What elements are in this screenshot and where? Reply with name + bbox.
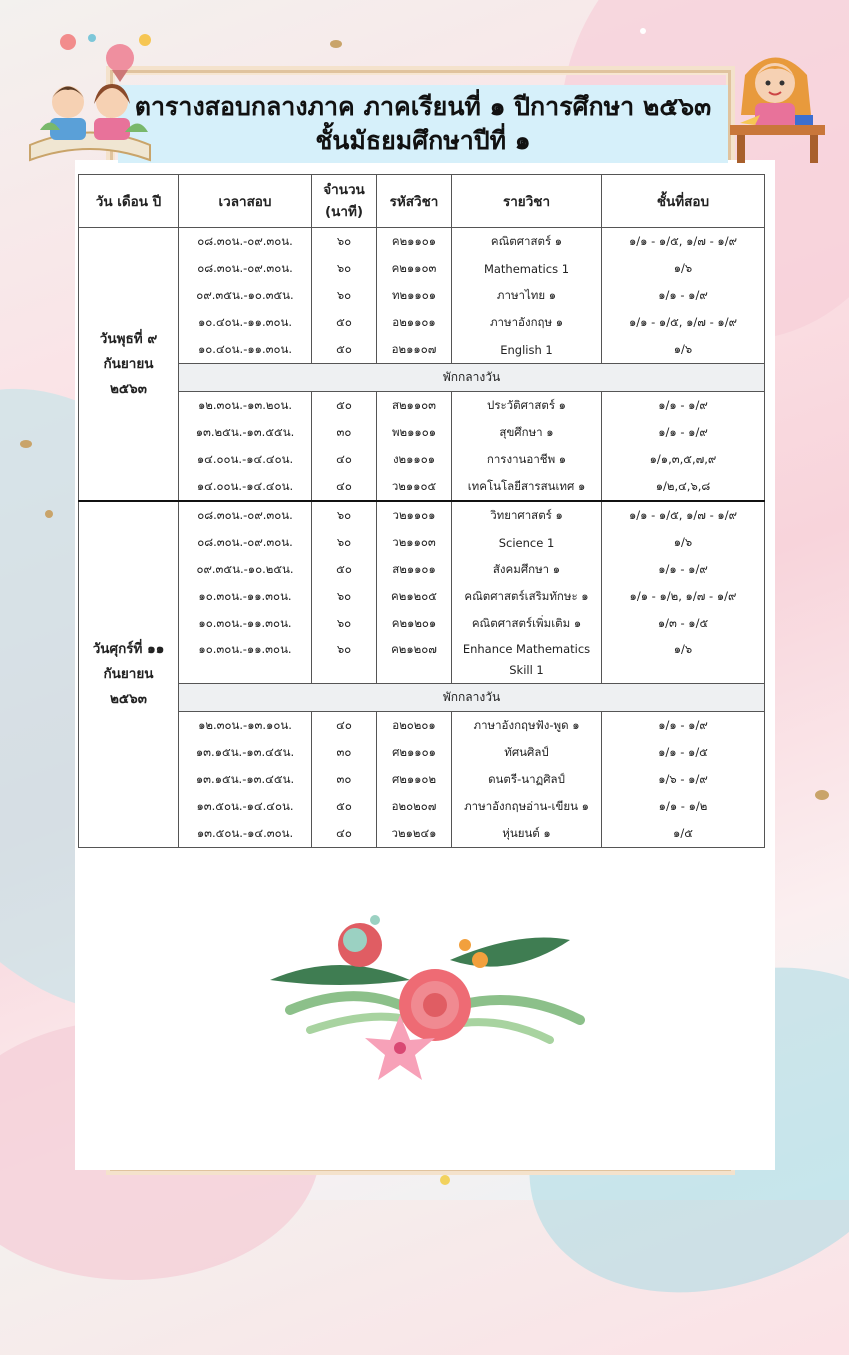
flower-bouquet-illustration [250, 890, 595, 1090]
subject-cell: ทัศนศิลป์ [452, 739, 602, 766]
subject-cell: ภาษาอังกฤษอ่าน-เขียน ๑ [452, 793, 602, 820]
minutes-cell: ๖๐ [312, 228, 377, 256]
rooms-cell: ๑/๑ - ๑/๙ [602, 712, 765, 740]
table-row [79, 228, 765, 256]
table-row [79, 556, 765, 583]
code-cell: อ๒๑๑๐๑ [377, 309, 452, 336]
subject-cell: สุขศึกษา ๑ [452, 419, 602, 446]
code-cell: ว๒๑๑๐๑ [377, 501, 452, 529]
time-cell: ๑๓.๑๕น.-๑๓.๔๕น. [179, 739, 312, 766]
header-minutes: จำนวน (นาที) [312, 175, 377, 228]
header-time: เวลาสอบ [179, 175, 312, 228]
time-cell: ๑๐.๓๐น.-๑๑.๓๐น. [179, 637, 312, 684]
code-cell: ค๒๑๒๐๕ [377, 583, 452, 610]
subject-cell: สังคมศึกษา ๑ [452, 556, 602, 583]
rooms-cell: ๑/๖ [602, 336, 765, 364]
code-cell: ท๒๑๑๐๑ [377, 282, 452, 309]
table-row [79, 712, 765, 740]
rooms-cell: ๑/๕ [602, 820, 765, 848]
lunch-row [79, 364, 765, 392]
subject-cell: ภาษาไทย ๑ [452, 282, 602, 309]
rooms-cell: ๑/๑ - ๑/๒ [602, 793, 765, 820]
subject-cell: Enhance Mathematics Skill 1 [452, 637, 602, 684]
header-subject: รายวิชา [452, 175, 602, 228]
subject-cell: การงานอาชีพ ๑ [452, 446, 602, 473]
minutes-cell: ๖๐ [312, 610, 377, 637]
minutes-cell: ๖๐ [312, 583, 377, 610]
subject-cell: วิทยาศาสตร์ ๑ [452, 501, 602, 529]
title-line-1: ตารางสอบกลางภาค ภาคเรียนที่ ๑ ปีการศึกษา ๒๕๖๓ [134, 92, 712, 121]
minutes-cell: ๖๐ [312, 637, 377, 684]
header-code: รหัสวิชา [377, 175, 452, 228]
minutes-cell: ๖๐ [312, 501, 377, 529]
subject-cell: ประวัติศาสตร์ ๑ [452, 392, 602, 420]
code-cell: อ๒๐๒๐๑ [377, 712, 452, 740]
subject-cell: Science 1 [452, 529, 602, 556]
lunch-row [79, 684, 765, 712]
page-title [118, 90, 728, 158]
table-row [79, 793, 765, 820]
minutes-cell: ๓๐ [312, 766, 377, 793]
lunch-break-label: พักกลางวัน [179, 684, 765, 712]
minutes-cell: ๓๐ [312, 739, 377, 766]
minutes-cell: ๔๐ [312, 712, 377, 740]
table-row [79, 446, 765, 473]
code-cell: ค๒๑๒๐๗ [377, 637, 452, 684]
gold-confetti [815, 790, 829, 800]
subject-cell: หุ่นยนต์ ๑ [452, 820, 602, 848]
table-row [79, 473, 765, 501]
minutes-cell: ๔๐ [312, 446, 377, 473]
code-cell: ค๒๑๒๐๑ [377, 610, 452, 637]
minutes-cell: ๕๐ [312, 556, 377, 583]
table-row [79, 255, 765, 282]
code-cell: ส๒๑๑๐๓ [377, 392, 452, 420]
minutes-cell: ๕๐ [312, 392, 377, 420]
day1-date-cell [79, 228, 179, 502]
header-rooms: ชั้นที่สอบ [602, 175, 765, 228]
rooms-cell: ๑/๑ - ๑/๕, ๑/๗ - ๑/๙ [602, 228, 765, 256]
time-cell: ๑๓.๒๕น.-๑๓.๕๕น. [179, 419, 312, 446]
rooms-cell: ๑/๑ - ๑/๙ [602, 556, 765, 583]
rooms-cell: ๑/๑,๓,๕,๗,๙ [602, 446, 765, 473]
code-cell: ง๒๑๑๐๑ [377, 446, 452, 473]
rooms-cell: ๑/๖ [602, 529, 765, 556]
title-line-2: ชั้นมัธยมศึกษาปีที่ ๑ [315, 126, 531, 155]
rooms-cell: ๑/๑ - ๑/๙ [602, 419, 765, 446]
table-row [79, 419, 765, 446]
white-dot [640, 28, 646, 34]
time-cell: ๑๐.๓๐น.-๑๑.๓๐น. [179, 610, 312, 637]
code-cell: ค๒๑๑๐๑ [377, 228, 452, 256]
time-cell: ๑๓.๕๐น.-๑๔.๔๐น. [179, 793, 312, 820]
code-cell: อ๒๑๑๐๗ [377, 336, 452, 364]
time-cell: ๐๙.๓๕น.-๑๐.๒๕น. [179, 556, 312, 583]
subject-cell: English 1 [452, 336, 602, 364]
rooms-cell: ๑/๒,๔,๖,๘ [602, 473, 765, 501]
code-cell: ศ๒๑๑๐๒ [377, 766, 452, 793]
code-cell: ว๒๑๑๐๓ [377, 529, 452, 556]
rooms-cell: ๑/๖ - ๑/๙ [602, 766, 765, 793]
exam-timetable [78, 174, 765, 848]
subject-cell: ดนตรี-นาฏศิลป์ [452, 766, 602, 793]
time-cell: ๐๘.๓๐น.-๐๙.๓๐น. [179, 255, 312, 282]
table-row [79, 529, 765, 556]
table-row [79, 336, 765, 364]
rooms-cell: ๑/๖ [602, 255, 765, 282]
time-cell: ๑๐.๔๐น.-๑๑.๓๐น. [179, 336, 312, 364]
table-row [79, 766, 765, 793]
minutes-cell: ๔๐ [312, 473, 377, 501]
time-cell: ๑๒.๓๐น.-๑๓.๒๐น. [179, 392, 312, 420]
rooms-cell: ๑/๑ - ๑/๒, ๑/๗ - ๑/๙ [602, 583, 765, 610]
rooms-cell: ๑/๑ - ๑/๕, ๑/๗ - ๑/๙ [602, 501, 765, 529]
minutes-cell: ๖๐ [312, 529, 377, 556]
table-row [79, 583, 765, 610]
time-cell: ๑๐.๓๐น.-๑๑.๓๐น. [179, 583, 312, 610]
minutes-cell: ๕๐ [312, 336, 377, 364]
time-cell: ๐๘.๓๐น.-๐๙.๓๐น. [179, 228, 312, 256]
subject-cell: Mathematics 1 [452, 255, 602, 282]
table-row [79, 282, 765, 309]
minutes-cell: ๕๐ [312, 309, 377, 336]
table-row [79, 820, 765, 848]
table-row [79, 610, 765, 637]
subject-cell: ภาษาอังกฤษฟัง-พูด ๑ [452, 712, 602, 740]
code-cell: ศ๒๑๑๐๑ [377, 739, 452, 766]
day2-date: วันศุกร์ที่ ๑๑ กันยายน ๒๕๖๓ [92, 641, 165, 707]
minutes-cell: ๕๐ [312, 793, 377, 820]
subject-cell: เทคโนโลยีสารสนเทศ ๑ [452, 473, 602, 501]
table-row [79, 392, 765, 420]
time-cell: ๑๓.๑๕น.-๑๓.๔๕น. [179, 766, 312, 793]
subject-cell: คณิตศาสตร์เสริมทักษะ ๑ [452, 583, 602, 610]
rooms-cell: ๑/๓ - ๑/๕ [602, 610, 765, 637]
rooms-cell: ๑/๖ [602, 637, 765, 684]
time-cell: ๑๔.๐๐น.-๑๔.๔๐น. [179, 473, 312, 501]
table-row [79, 739, 765, 766]
time-cell: ๐๘.๓๐น.-๐๙.๓๐น. [179, 529, 312, 556]
time-cell: ๐๘.๓๐น.-๐๙.๓๐น. [179, 501, 312, 529]
code-cell: ว๒๑๑๐๕ [377, 473, 452, 501]
minutes-cell: ๓๐ [312, 419, 377, 446]
lunch-break-label: พักกลางวัน [179, 364, 765, 392]
code-cell: พ๒๑๑๐๑ [377, 419, 452, 446]
time-cell: ๑๒.๓๐น.-๑๓.๑๐น. [179, 712, 312, 740]
code-cell: ส๒๑๑๐๑ [377, 556, 452, 583]
code-cell: ค๒๑๑๐๓ [377, 255, 452, 282]
time-cell: ๑๐.๔๐น.-๑๑.๓๐น. [179, 309, 312, 336]
minutes-cell: ๖๐ [312, 255, 377, 282]
day2-date-cell [79, 501, 179, 848]
gold-confetti [45, 510, 53, 518]
minutes-cell: ๖๐ [312, 282, 377, 309]
gold-confetti [330, 40, 342, 48]
rooms-cell: ๑/๑ - ๑/๙ [602, 282, 765, 309]
table-row [79, 501, 765, 529]
day1-date: วันพุธที่ ๙ กันยายน ๒๕๖๓ [99, 330, 158, 397]
subject-cell: คณิตศาสตร์เพิ่มเติม ๑ [452, 610, 602, 637]
kids-reading-book-illustration [20, 20, 165, 170]
table-row [79, 309, 765, 336]
time-cell: ๑๔.๐๐น.-๑๔.๔๐น. [179, 446, 312, 473]
rooms-cell: ๑/๑ - ๑/๕ [602, 739, 765, 766]
table-header-row [79, 175, 765, 228]
rooms-cell: ๑/๑ - ๑/๕, ๑/๗ - ๑/๙ [602, 309, 765, 336]
subject-cell: ภาษาอังกฤษ ๑ [452, 309, 602, 336]
time-cell: ๐๙.๓๕น.-๑๐.๓๕น. [179, 282, 312, 309]
rooms-cell: ๑/๑ - ๑/๙ [602, 392, 765, 420]
time-cell: ๑๓.๕๐น.-๑๔.๓๐น. [179, 820, 312, 848]
code-cell: อ๒๐๒๐๗ [377, 793, 452, 820]
gold-confetti [20, 440, 32, 448]
header-date: วัน เดือน ปี [79, 175, 179, 228]
code-cell: ว๒๑๒๔๑ [377, 820, 452, 848]
yellow-dot [440, 1175, 450, 1185]
table-row [79, 637, 765, 684]
subject-cell: คณิตศาสตร์ ๑ [452, 228, 602, 256]
minutes-cell: ๔๐ [312, 820, 377, 848]
girl-at-desk-illustration [725, 45, 830, 165]
